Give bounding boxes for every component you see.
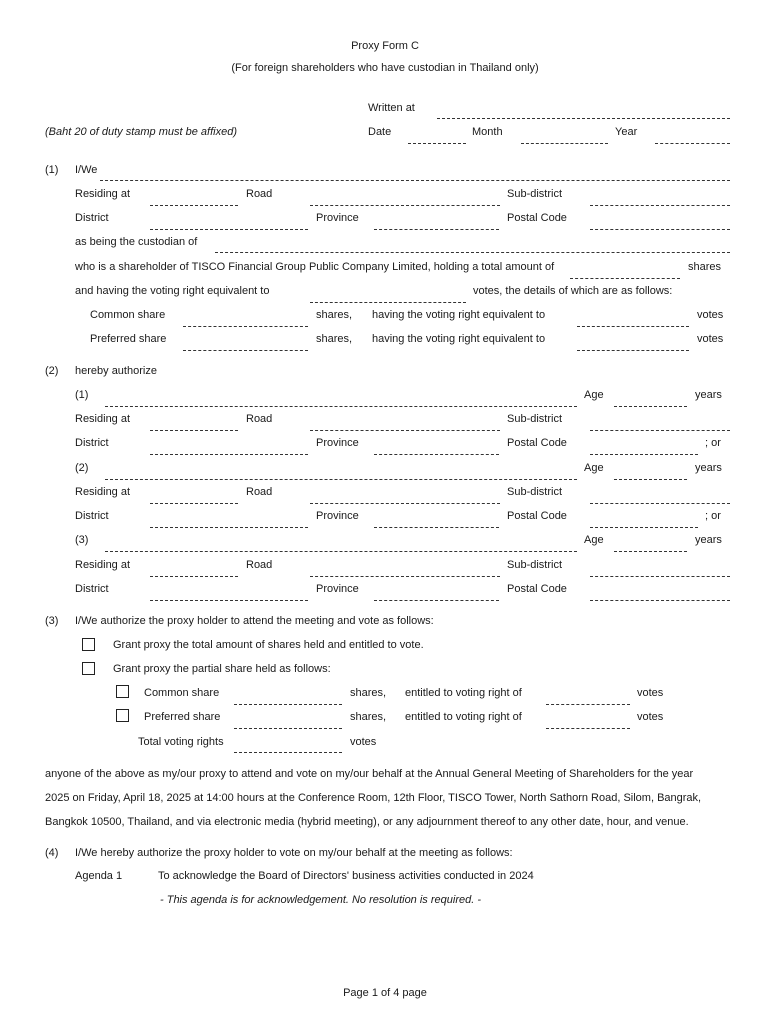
voting-right-field[interactable] [310,302,466,303]
preferred-shares-field[interactable] [183,350,308,351]
partial-preferred-label: Preferred share [144,711,221,723]
total-voting-field[interactable] [234,752,342,753]
proxy2-or-label: ; or [705,510,721,522]
proxy1-road-field[interactable] [310,430,500,431]
proxy1-residing-label: Residing at [75,413,131,425]
proxy3-age-field[interactable] [614,551,687,552]
proxy2-subdistrict-label: Sub-district [507,486,563,498]
district-label: District [75,212,109,224]
month-label: Month [472,126,503,138]
common-share-label: Common share [90,309,166,321]
proxy2-age-label: Age [584,462,604,474]
proxy1-postal-field[interactable] [590,454,698,455]
agenda1-label: Agenda 1 [75,870,123,882]
proxy2-district-label: District [75,510,109,522]
partial-preferred-votes-label: votes [637,711,664,723]
proxy2-road-field[interactable] [310,503,500,504]
total-votes-label: votes [350,736,377,748]
proxy3-number: (3) [75,534,89,546]
section4-number: (4) [45,847,59,859]
section1-number: (1) [45,164,59,176]
proxy3-district-field[interactable] [150,600,308,601]
partial-preferred-shares-field[interactable] [234,728,342,729]
proxy2-years-label: years [695,462,722,474]
postal-code-field[interactable] [590,229,730,230]
total-voting-label: Total voting rights [138,736,224,748]
province-label: Province [316,212,359,224]
proxy1-name-field[interactable] [105,406,577,407]
meeting-paragraph-line-1: anyone of the above as my/our proxy to attend and vote on my/our behalf at the Annual General Meeting of Shareholders for the year [45,768,694,780]
proxy1-province-label: Province [316,437,359,449]
partial-preferred-votes-field[interactable] [546,728,630,729]
subdistrict-field[interactable] [590,205,730,206]
form-subtitle: (For foreign shareholders who have custodian in Thailand only) [231,62,539,74]
shareholder-of-line [75,261,554,274]
proxy2-age-field[interactable] [614,479,687,480]
proxy1-residing-field[interactable] [150,430,238,431]
grant-partial-label: Grant proxy the partial share held as follows: [113,663,331,675]
proxy1-number: (1) [75,389,89,401]
common-shares-comma: shares, [316,309,353,321]
partial-preferred-shares-comma: shares, [350,711,387,723]
proxy3-subdistrict-label: Sub-district [507,559,563,571]
section3-number: (3) [45,615,59,627]
agenda1-text: To acknowledge the Board of Directors' business activities conducted in 2024 [158,870,534,882]
proxy3-name-field[interactable] [105,551,577,552]
iwe-label: I/We [75,164,98,176]
grant-total-checkbox[interactable] [82,638,95,651]
proxy3-province-label: Province [316,583,359,595]
proxy2-name-field[interactable] [105,479,577,480]
preferred-share-label: Preferred share [90,333,167,345]
proxy3-years-label: years [695,534,722,546]
total-shares-field[interactable] [570,278,680,279]
proxy1-road-label: Road [246,413,273,425]
preferred-having-voting-label: having the voting right equivalent to [372,333,546,345]
common-having-voting-label: having the voting right equivalent to [372,309,546,321]
district-field[interactable] [150,229,308,230]
proxy1-years-label: years [695,389,722,401]
date-label: Date [368,126,392,138]
subdistrict-label: Sub-district [507,188,563,200]
votes-details-label: votes, the details of which are as follows: [473,285,673,297]
date-field[interactable] [408,143,466,144]
voting-right-label: and having the voting right equivalent to [75,285,270,297]
shareholder-of-label: who is a shareholder of [75,261,189,273]
section3-intro: I/We authorize the proxy holder to attend the meeting and vote as follows: [75,615,434,627]
proxy1-subdistrict-field[interactable] [590,430,730,431]
proxy2-residing-label: Residing at [75,486,131,498]
preferred-votes-field[interactable] [577,350,689,351]
form-title: Proxy Form C [351,40,419,52]
proxy3-road-label: Road [246,559,273,571]
partial-preferred-entitled-label: entitled to voting right of [405,711,522,723]
stamp-note: (Baht 20 of duty stamp must be affixed) [45,126,237,138]
written-at-label: Written at [368,102,415,114]
month-field[interactable] [521,143,608,144]
year-label: Year [615,126,638,138]
proxy2-postal-field[interactable] [590,527,698,528]
section2-number: (2) [45,365,59,377]
company-name: TISCO Financial Group Public Company Limited [191,261,428,273]
proxy3-subdistrict-field[interactable] [590,576,730,577]
proxy3-residing-field[interactable] [150,576,238,577]
proxy1-age-field[interactable] [614,406,687,407]
year-field[interactable] [655,143,730,144]
proxy1-postal-label: Postal Code [507,437,567,449]
common-votes-field[interactable] [577,326,689,327]
proxy2-subdistrict-field[interactable] [590,503,730,504]
partial-common-shares-field[interactable] [234,704,342,705]
proxy3-province-field[interactable] [374,600,499,601]
meeting-paragraph-line-3: Bangkok 10500, Thailand, and via electronic media (hybrid meeting), or any adjournment thereof to any other date, hour, and venue. [45,816,689,828]
residing-at-field[interactable] [150,205,238,206]
holding-label: , holding a total amount of [427,261,555,273]
road-label: Road [246,188,273,200]
road-field[interactable] [310,205,500,206]
proxy1-district-label: District [75,437,109,449]
partial-common-votes-label: votes [637,687,664,699]
meeting-paragraph-line-2: 2025 on Friday, April 18, 2025 at 14:00 hours at the Conference Room, 12th Floor, TISCO Tower, North Sathorn Road, Silom, Bangrak, [45,792,702,804]
agenda1-note: - This agenda is for acknowledgement. No resolution is required. - [160,894,481,906]
page-number: Page 1 of 4 page [343,987,427,999]
proxy2-number: (2) [75,462,89,474]
shares-label: shares [688,261,722,273]
proxy1-age-label: Age [584,389,604,401]
proxy3-postal-label: Postal Code [507,583,567,595]
proxy3-road-field[interactable] [310,576,500,577]
authorize-label: hereby authorize [75,365,157,377]
province-field[interactable] [374,229,499,230]
iwe-name-field[interactable] [100,180,730,181]
partial-common-checkbox[interactable] [116,685,129,698]
written-at-field[interactable] [437,118,730,119]
custodian-label: as being the custodian of [75,236,198,248]
residing-at-label: Residing at [75,188,131,200]
proxy3-residing-label: Residing at [75,559,131,571]
postal-code-label: Postal Code [507,212,567,224]
proxy1-subdistrict-label: Sub-district [507,413,563,425]
proxy3-postal-field[interactable] [590,600,730,601]
preferred-shares-comma: shares, [316,333,353,345]
partial-common-votes-field[interactable] [546,704,630,705]
partial-common-entitled-label: entitled to voting right of [405,687,522,699]
section4-intro: I/We hereby authorize the proxy holder to vote on my/our behalf at the meeting as follows: [75,847,513,859]
partial-common-label: Common share [144,687,220,699]
proxy2-district-field[interactable] [150,527,308,528]
proxy2-residing-field[interactable] [150,503,238,504]
grant-total-label: Grant proxy the total amount of shares held and entitled to vote. [113,639,424,651]
common-shares-field[interactable] [183,326,308,327]
partial-common-shares-comma: shares, [350,687,387,699]
partial-preferred-checkbox[interactable] [116,709,129,722]
proxy1-province-field[interactable] [374,454,499,455]
proxy2-postal-label: Postal Code [507,510,567,522]
grant-partial-checkbox[interactable] [82,662,95,675]
common-votes-label: votes [697,309,724,321]
proxy2-province-label: Province [316,510,359,522]
proxy2-road-label: Road [246,486,273,498]
proxy3-age-label: Age [584,534,604,546]
custodian-field[interactable] [215,252,730,253]
proxy1-or-label: ; or [705,437,721,449]
proxy3-district-label: District [75,583,109,595]
preferred-votes-label: votes [697,333,724,345]
proxy1-district-field[interactable] [150,454,308,455]
proxy2-province-field[interactable] [374,527,499,528]
